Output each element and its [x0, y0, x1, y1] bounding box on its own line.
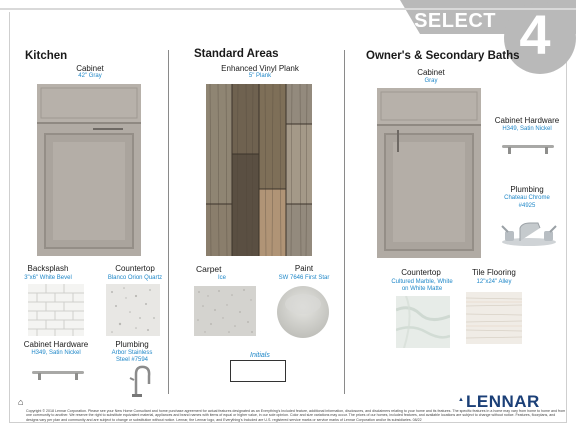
kitchen-cabinet-swatch — [37, 84, 141, 256]
lennar-logo-mark: ▲ — [458, 397, 464, 403]
tile-title: Tile Flooring — [472, 268, 516, 277]
initials-field[interactable] — [230, 360, 286, 382]
bath-plumbing-title: Plumbing — [510, 185, 544, 194]
kitchen-title: Kitchen — [25, 50, 68, 62]
bath-cabinet-swatch — [377, 88, 481, 258]
kitchen-pull-handle-icon — [30, 368, 86, 382]
kitchen-hardware-detail: H349, Satin Nickel — [31, 350, 81, 356]
bath-pull-handle-icon — [500, 142, 556, 156]
carpet-title: Carpet — [196, 264, 222, 274]
carpet-detail: Ice — [217, 275, 226, 281]
kitchen-countertop-title: Countertop — [115, 264, 155, 273]
bath-cabinet-title: Cabinet — [417, 68, 445, 77]
initials-label: Initials — [250, 352, 270, 359]
kitchen-plumbing-detail-2: Steel #7594 — [115, 357, 149, 363]
bath-countertop-detail-1: Cultured Marble, White — [391, 279, 453, 285]
column-divider — [344, 50, 345, 394]
kitchen-hardware-title: Cabinet Hardware — [23, 340, 89, 349]
lennar-logo: LENNAR — [466, 392, 540, 411]
bath-hardware-title: Cabinet Hardware — [494, 116, 560, 125]
kitchen-plumbing-title: Plumbing — [115, 340, 149, 349]
kitchen-faucet-icon — [122, 364, 152, 398]
bath-cabinet-detail: Gray — [424, 78, 438, 84]
backsplash-detail: 3"x6" White Bevel — [24, 275, 72, 281]
bath-plumbing-detail-1: Chateau Chrome — [504, 195, 550, 201]
bath-countertop-detail-2: on White Matte — [401, 286, 443, 292]
tile-detail: 12"x24" Alley — [476, 279, 512, 285]
select-label: SELECT — [414, 10, 496, 32]
legal-disclaimer: Copyright © 2018 Lennar Corporation. Please see your New Home Consultant and home purchase agreement for actual features designated as an Everything's Included feature, additional information, disclosures, and disclaimers relating to your home and its features. The specific features in a home may vary from home to home and from one community to another. We reserve the right to substitute equivalent material, appliances and brand names with items of equal or higher value, in our sole opinion. Color and size variations may occur. The prices of our homes, included features, and available locations are subject to change without notice. Features, floorplans, and designs vary per plan and community and are subject to change or substitution without notice. Lennar, the Lennar logo, and Everything's Included are U.S. registered service marks or service marks of Lennar Corporation and/or its subsidiaries. 08/22 — [26, 409, 566, 422]
cultured-marble-swatch — [396, 296, 450, 348]
flooring-detail: 5" Plank — [248, 73, 272, 79]
bath-faucet-icon — [500, 214, 558, 248]
backsplash-title: Backsplash — [27, 264, 69, 273]
column-divider — [168, 50, 169, 394]
paint-title: Paint — [294, 264, 314, 273]
backsplash-swatch — [28, 284, 84, 336]
flooring-title: Enhanced Vinyl Plank — [221, 64, 299, 73]
select-number: 4 — [519, 3, 551, 66]
kitchen-plumbing-detail-1: Arbor Stainless — [111, 350, 153, 356]
bath-countertop-title: Countertop — [401, 268, 441, 277]
baths-title: Owner's & Secondary Baths — [366, 50, 520, 62]
kitchen-countertop-swatch — [106, 284, 160, 336]
bath-plumbing-detail-2: #4925 — [518, 203, 536, 209]
tile-swatch — [466, 292, 522, 344]
kitchen-cabinet-title: Cabinet — [76, 64, 104, 73]
bath-hardware-detail: H349, Satin Nickel — [502, 126, 552, 132]
paint-swatch — [275, 284, 331, 340]
kitchen-cabinet-detail: 42" Gray — [78, 73, 102, 79]
kitchen-countertop-detail: Blanco Orion Quartz — [107, 275, 163, 281]
standard-title: Standard Areas — [194, 48, 279, 60]
carpet-swatch — [194, 286, 256, 336]
equal-housing-icon: ⌂ — [18, 397, 24, 407]
vinyl-plank-swatch — [206, 84, 312, 256]
paint-detail: SW 7646 First Star — [278, 275, 330, 281]
